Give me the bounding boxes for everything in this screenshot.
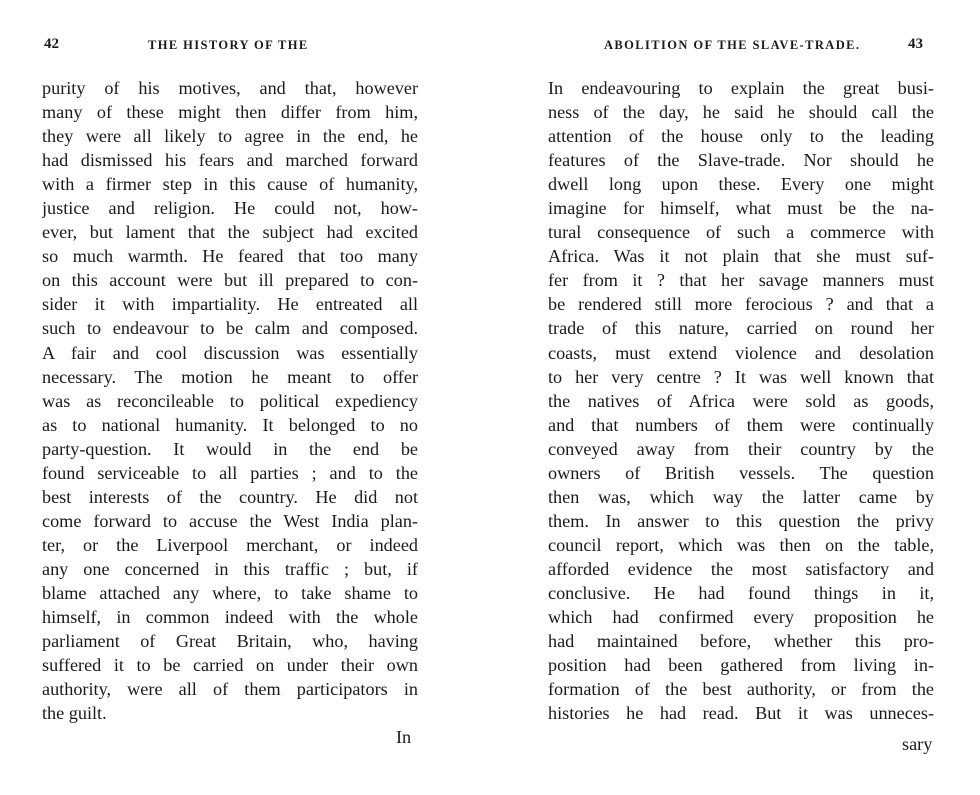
text-line: the natives of Africa were sold as goods, bbox=[548, 390, 934, 411]
text-line: necessary. The motion he meant to offer bbox=[42, 366, 418, 387]
text-line: blame attached any where, to take shame to bbox=[42, 582, 418, 603]
text-line: conclusive. He had found things in it, bbox=[548, 582, 934, 603]
text-line: owners of British vessels. The question bbox=[548, 462, 934, 483]
text-line: A fair and cool discussion was essentially bbox=[42, 342, 418, 363]
text-line: which had confirmed every proposition he bbox=[548, 607, 934, 628]
right-catchword: sary bbox=[902, 734, 933, 754]
text-line: be rendered still more ferocious ? and that a bbox=[548, 294, 934, 315]
text-line: sider it with impartiality. He entreated all bbox=[42, 294, 418, 315]
text-line: and that numbers of them were continually bbox=[548, 414, 934, 435]
text-line: then was, which way the latter came by bbox=[548, 486, 934, 507]
text-line: imagine for himself, what must be the na- bbox=[548, 198, 934, 219]
text-line: come forward to accuse the West India plan- bbox=[42, 510, 418, 531]
left-body-text bbox=[42, 76, 418, 725]
text-line: conveyed away from their country by the bbox=[548, 438, 934, 459]
text-line: In endeavouring to explain the great busi- bbox=[548, 78, 934, 98]
text-line: so much warmth. He feared that too many bbox=[42, 246, 418, 267]
text-line: had maintained before, whether this pro- bbox=[548, 631, 934, 652]
text-line: ever, but lament that the subject had excited bbox=[42, 222, 418, 243]
text-line: them. In answer to this question the privy bbox=[548, 510, 934, 531]
text-line: Africa. Was it not plain that she must suf- bbox=[548, 246, 934, 267]
left-catchword: In bbox=[396, 727, 412, 747]
text-line: features of the Slave-trade. Nor should he bbox=[548, 150, 934, 171]
text-line: trade of this nature, carried on round her bbox=[548, 318, 934, 339]
text-line: many of these might then differ from him, bbox=[42, 102, 418, 123]
text-line: any one concerned in this traffic ; but, if bbox=[42, 558, 418, 579]
right-page-number: 43 bbox=[908, 36, 923, 52]
right-running-head: ABOLITION OF THE SLAVE-TRADE. bbox=[604, 38, 861, 52]
text-line: party-question. It would in the end be bbox=[42, 438, 418, 459]
text-line: histories he had read. But it was unneces- bbox=[548, 703, 934, 724]
text-line: authority, were all of them participators in bbox=[42, 679, 418, 700]
text-line: attention of the house only to the leading bbox=[548, 126, 934, 147]
right-body-text bbox=[548, 76, 934, 725]
text-line: suffered it to be carried on under their own bbox=[42, 655, 418, 676]
right-page bbox=[490, 0, 980, 795]
text-line: was as reconcileable to political expediency bbox=[42, 390, 418, 411]
text-line: coasts, must extend violence and desolation bbox=[548, 342, 934, 363]
text-line: afforded evidence the most satisfactory and bbox=[548, 558, 934, 579]
text-line: ter, or the Liverpool merchant, or indeed bbox=[42, 534, 418, 555]
text-line: they were all likely to agree in the end, he bbox=[42, 126, 418, 147]
text-line: fer from it ? that her savage manners must bbox=[548, 270, 934, 291]
text-line: on this account were but ill prepared to con- bbox=[42, 270, 418, 291]
text-line: formation of the best authority, or from the bbox=[548, 679, 934, 700]
text-line: position had been gathered from living in- bbox=[548, 655, 934, 676]
text-line: had dismissed his fears and marched forward bbox=[42, 150, 418, 171]
text-line: himself, in common indeed with the whole bbox=[42, 607, 418, 628]
text-line: dwell long upon these. Every one might bbox=[548, 174, 934, 195]
text-line: tural consequence of such a commerce with bbox=[548, 222, 934, 243]
text-line: the guilt. bbox=[42, 703, 107, 724]
text-line: parliament of Great Britain, who, having bbox=[42, 631, 418, 652]
text-line: such to endeavour to be calm and composed. bbox=[42, 318, 418, 339]
text-line: to her very centre ? It was well known that bbox=[548, 366, 934, 387]
text-line: found serviceable to all parties ; and to the bbox=[42, 462, 418, 483]
text-line: with a firmer step in this cause of humanity, bbox=[42, 174, 418, 195]
text-line: best interests of the country. He did not bbox=[42, 486, 418, 507]
left-running-head: THE HISTORY OF THE bbox=[148, 38, 309, 52]
text-line: as to national humanity. It belonged to no bbox=[42, 414, 418, 435]
text-line: ness of the day, he said he should call the bbox=[548, 102, 934, 123]
text-line: council report, which was then on the table, bbox=[548, 534, 934, 555]
left-page-number: 42 bbox=[44, 36, 59, 52]
text-line: justice and religion. He could not, how- bbox=[42, 198, 418, 219]
text-line: purity of his motives, and that, however bbox=[42, 78, 418, 98]
